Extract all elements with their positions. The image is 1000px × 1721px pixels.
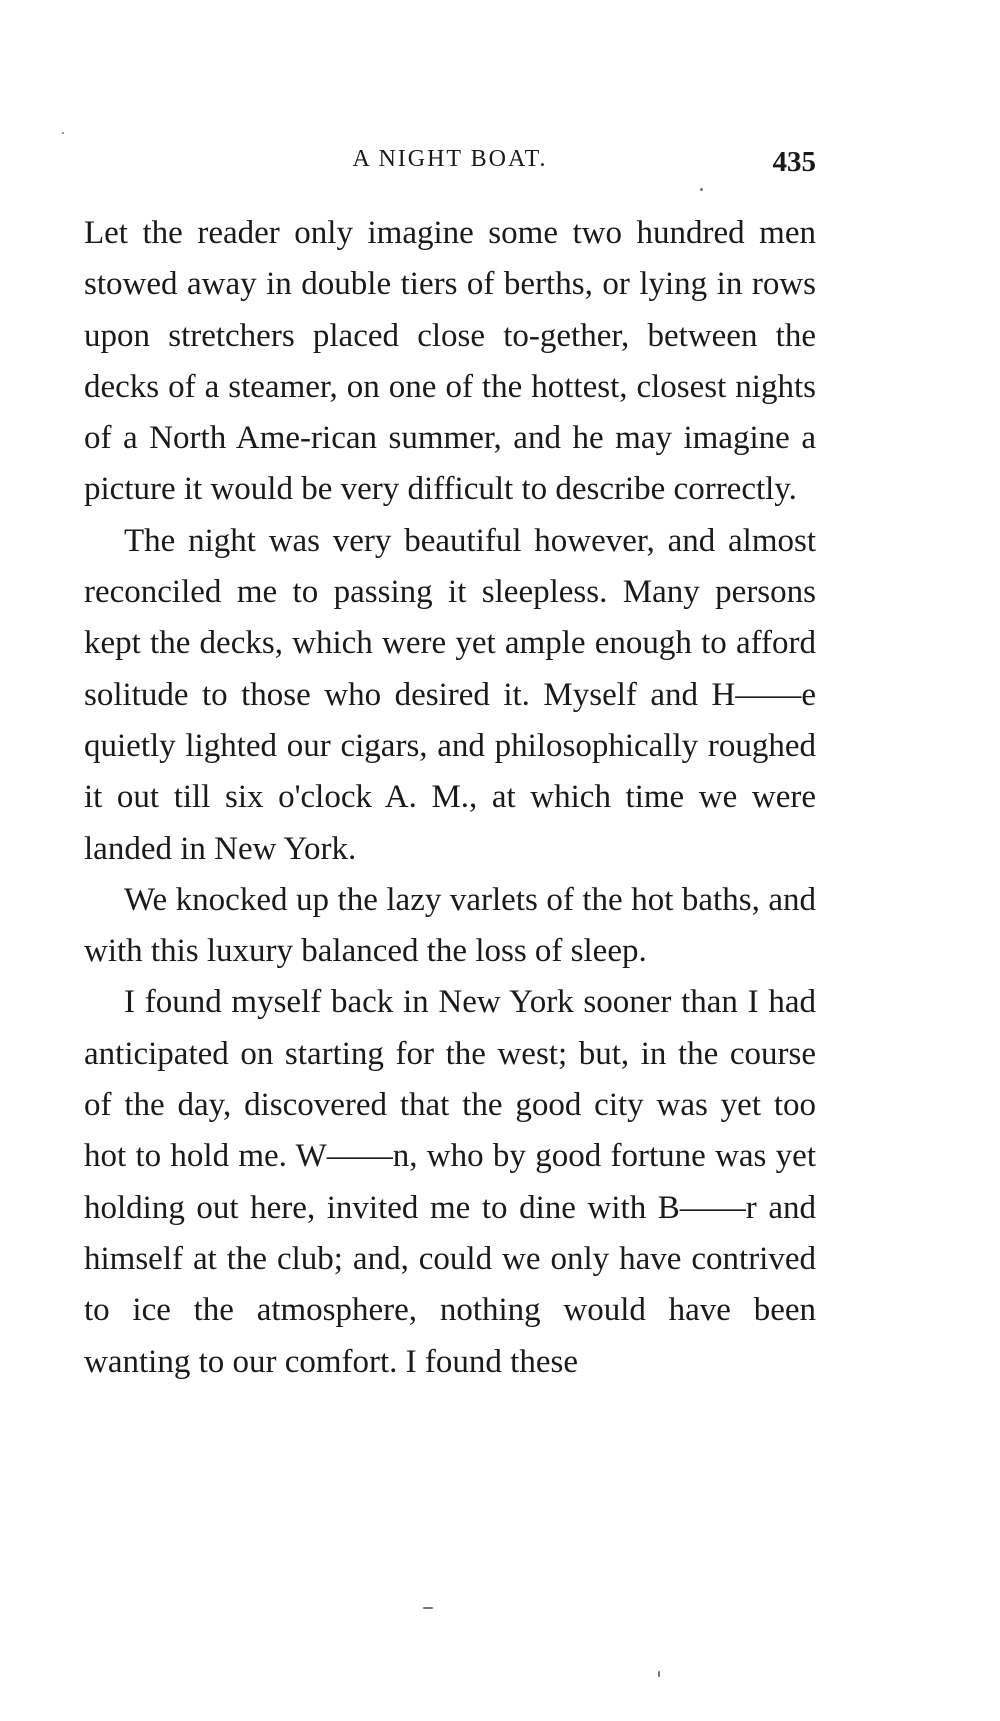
paragraph-2: The night was very beautiful however, and almost reconciled me to passing it sleepless. Many persons kept the decks, which were yet ample enough to afford solitude to those who desired it. Myself and H——e quietly lighted our cigars, and philosophically roughed it out till six o'clock A. M., at which time we were landed in New York. bbox=[84, 522, 816, 867]
page-number: 435 bbox=[772, 146, 816, 178]
print-speck bbox=[700, 188, 703, 191]
running-head bbox=[84, 146, 816, 182]
print-speck bbox=[423, 1607, 433, 1609]
paragraph-4: I found myself back in New York sooner than I had anticipated on starting for the west; but, in the course of the day, discovered that the good city was yet too hot to hold me. W——n, who by good fortune was yet holding out here, invited me to dine with B——r and himself at the club; and, could we only have contrived to ice the atmosphere, nothing would have been wanting to our comfort. I found these bbox=[84, 984, 816, 1380]
print-speck bbox=[62, 132, 64, 134]
running-title: A NIGHT BOAT. bbox=[352, 146, 548, 172]
body-text bbox=[84, 208, 816, 1388]
print-speck bbox=[658, 1671, 660, 1677]
paragraph-3: We knocked up the lazy varlets of the hot baths, and with this luxury balanced the loss of sleep. bbox=[84, 881, 816, 970]
paragraph-1: Let the reader only imagine some two hundred men stowed away in double tiers of berths, or lying in rows upon stretchers placed close to-gether, between the decks of a steamer, on one of the hottest, closest nights of a North Ame-rican summer, and he may imagine a picture it would be very difficult to describe correctly. bbox=[84, 215, 816, 508]
